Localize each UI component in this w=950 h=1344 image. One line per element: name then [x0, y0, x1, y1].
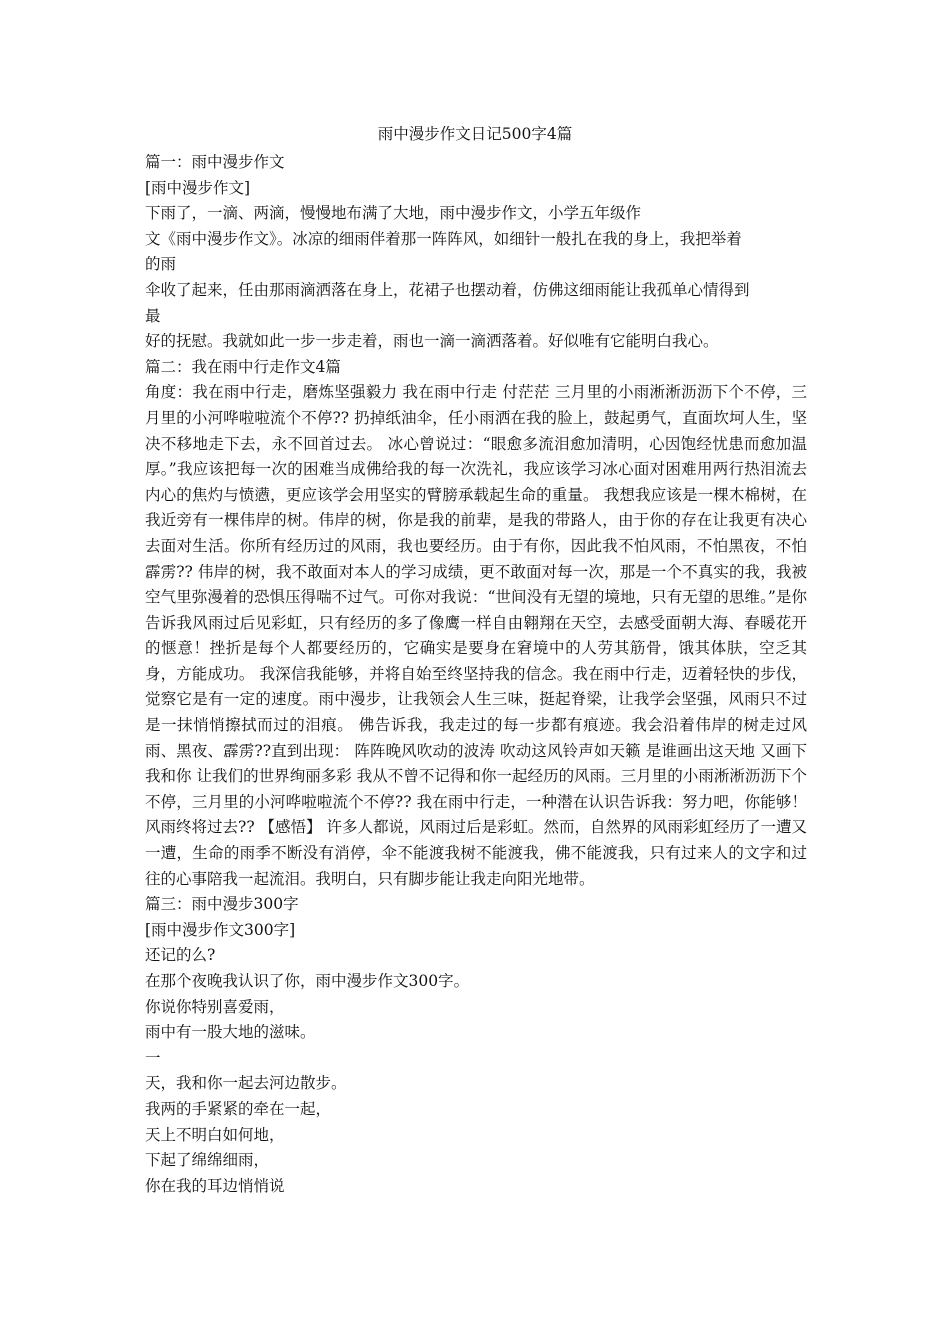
heading-essay-3: 篇三：雨中漫步300字: [145, 895, 299, 914]
essay-1-line: 最: [145, 306, 161, 325]
essay-3-line: 天上不明白如何地，: [145, 1125, 285, 1144]
document-body: [145, 150, 807, 1199]
essay-3-line: 天，我和你一起去河边散步。: [145, 1074, 347, 1093]
document-title: 雨中漫步作文日记500字4篇: [377, 125, 573, 143]
essay-3-line: 还记的么?: [145, 946, 216, 965]
essay-1-line: 好的抚慰。我就如此一步一步走着，雨也一滴一滴洒落着。好似唯有它能明白我心。: [145, 332, 719, 351]
essay-1-line: 的雨: [145, 255, 177, 274]
essay-3-subtitle: [雨中漫步作文300字]: [145, 920, 296, 939]
essay-3-line: 我两的手紧紧的牵在一起，: [145, 1099, 332, 1118]
essay-3-line: 你说你特别喜爱雨，: [145, 997, 285, 1016]
essay-3-line: 下起了绵绵细雨，: [145, 1151, 270, 1170]
essay-1-line: 下雨了，一滴、两滴，慢慢地布满了大地，雨中漫步作文，小学五年级作: [145, 204, 642, 223]
essay-3-line: 雨中有一股大地的滋味。: [145, 1023, 316, 1042]
essay-3-line: 在那个夜晚我认识了你，雨中漫步作文300字。: [145, 972, 470, 990]
heading-essay-2: 篇二：我在雨中行走作文4篇: [145, 357, 341, 376]
essay-1-line: 文《雨中漫步作文》。冰凉的细雨伴着那一阵阵风，如细针一般扎在我的身上，我把举着: [145, 229, 742, 248]
essay-2-paragraph: 角度：我在雨中行走，磨炼坚强毅力 我在雨中行走 付茫茫 三月里的小雨淅淅沥沥下个不停，三月里的小河哗啦啦流个不停?? 扔掉纸油伞，任小雨洒在我的脸上，鼓起勇气，直面坎坷人生，坚决不移地走下去，永不回首过去。 冰心曾说过：“眼愈多流泪愈加清明，心因饱经忧患而愈加温厚。”我应该把每一次的困难当成佛给我的每一次洗礼，我应该学习冰心面对困难用两行热泪流去内心的焦灼与愤懑，更应该学会用坚实的臂膀承载起生命的重量。 我想我应该是一棵木棉树，在我近旁有一棵伟岸的树。伟岸的树，你是我的前辈，是我的带路人，由于你的存在让我更有决心去面对生活。你所有经历过的风雨，我也要经历。由于有你，因此我不怕风雨，不怕黑夜，不怕霹雳?? 伟岸的树，我不敢面对本人的学习成绩，更不敢面对每一次，那是一个不真实的我，我被空气里弥漫着的恐惧压得喘不过气。可你对我说：“世间没有无望的境地，只有无望的思维。”是你告诉我风雨过后见彩虹，只有经历的多了像鹰一样自由翱翔在天空，去感受面朝大海、春暖花开的惬意！挫折是每个人都要经历的，它确实是要身在窘境中的人劳其筋骨，饿其体肤，空乏其身，方能成功。 我深信我能够，并将自始至终坚持我的信念。我在雨中行走，迈着轻快的步伐，觉察它是有一定的速度。雨中漫步，让我领会人生三味，挺起脊梁，让我学会坚强，风雨只不过是一抹悄悄擦拭而过的泪痕。 佛告诉我，我走过的每一步都有痕迹。我会沿着伟岸的树走过风雨、黑夜、霹雳??直到出现： 阵阵晚风吹动的波涛 吹动这风铃声如天籁 是谁画出这天地 又画下我和你 让我们的世界绚丽多彩 我从不曾不记得和你一起经历的风雨。三月里的小雨淅淅沥沥下个不停，三月里的小河哗啦啦流个不停?? 我在雨中行走，一种潜在认识告诉我：努力吧，你能够！风雨终将过去?? 【感悟】 许多人都说，风雨过后是彩虹。然而，自然界的风雨彩虹经历了一遭又一遭，生命的雨季不断没有消停，伞不能渡我树不能渡我，佛不能渡我，只有过来人的文字和过往的心事陪我一起流泪。我明白，只有脚步能让我走向阳光地带。: [145, 383, 807, 888]
essay-3-line: 你在我的耳边悄悄说: [145, 1176, 285, 1195]
essay-3-line: 一: [145, 1048, 161, 1067]
heading-essay-1: 篇一：雨中漫步作文: [145, 153, 285, 171]
essay-1-subtitle: [雨中漫步作文]: [145, 178, 251, 197]
essay-1-line: 伞收了起来，任由那雨滴洒落在身上，花裙子也摆动着，仿佛这细雨能让我孤单心情得到: [145, 280, 750, 299]
